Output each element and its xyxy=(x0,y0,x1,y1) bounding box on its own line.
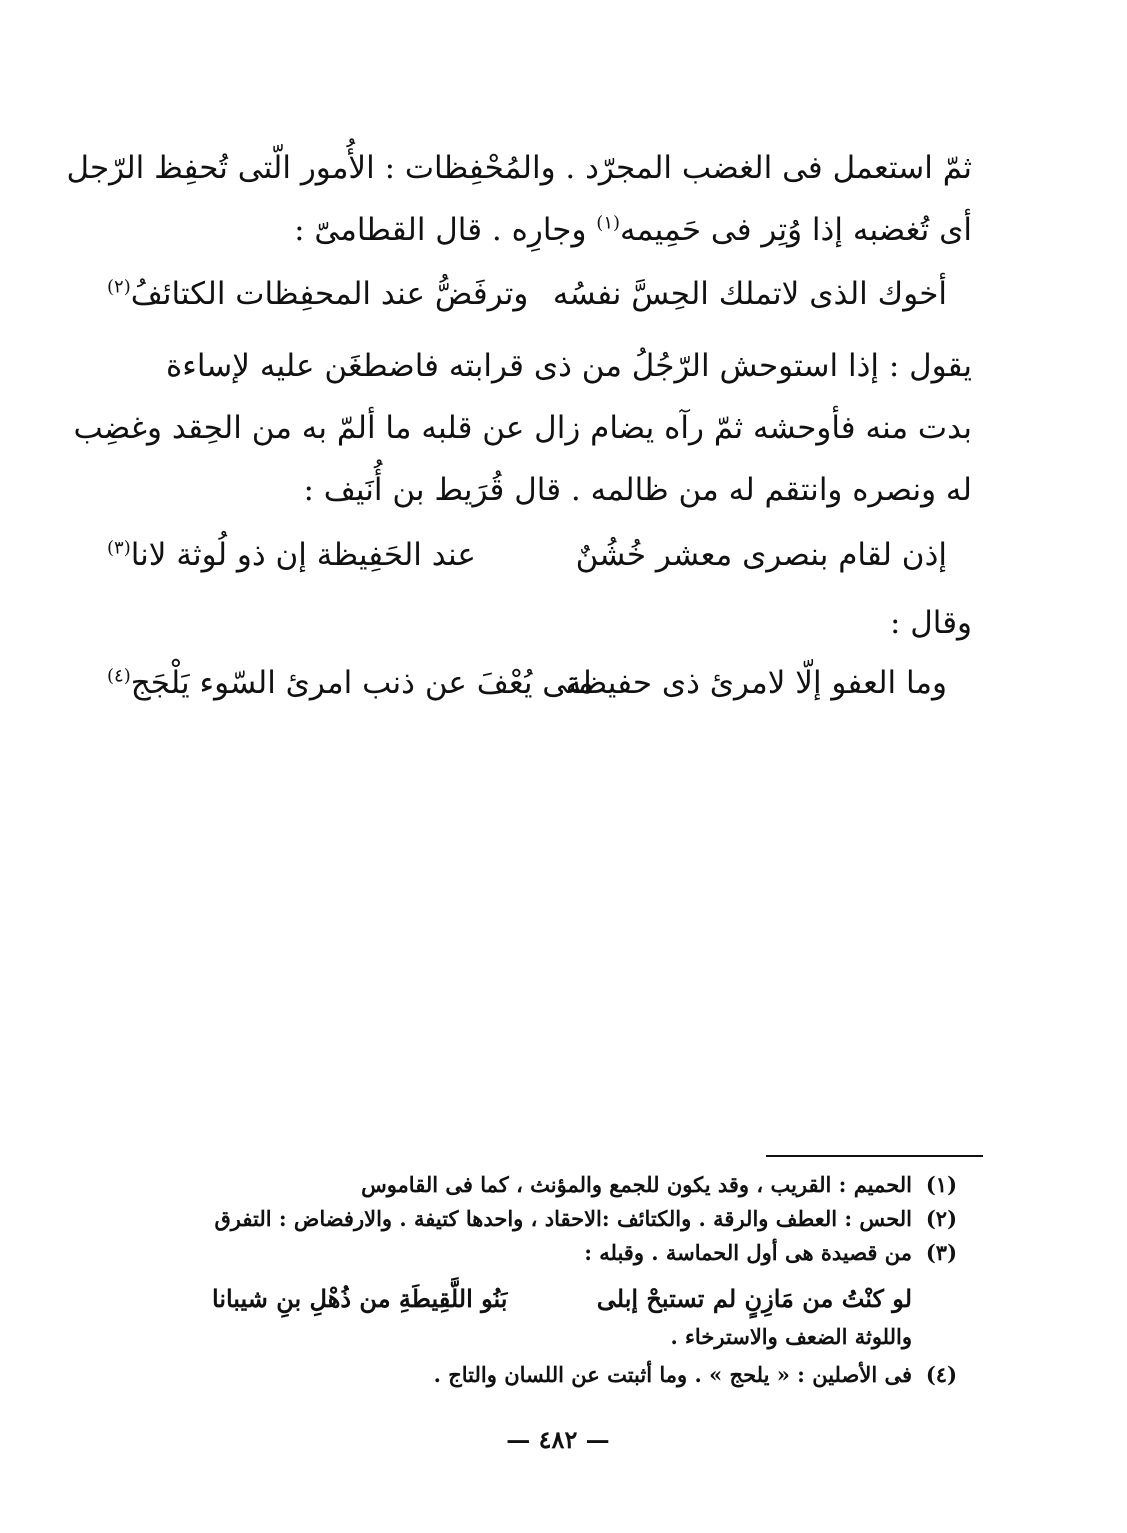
footnote-number: (٤) xyxy=(925,1362,957,1387)
footnote-separator xyxy=(766,1155,983,1157)
footnote-text: فى الأصلين : « يلحج » . وما أثبتت عن اللسان والتاج . xyxy=(433,1362,912,1387)
footnote-ref-2: (٢) xyxy=(107,276,131,298)
paragraph-2-line-3: له ونصره وانتقم له من ظالمه . قال قُرَيط بن أُنَيف : xyxy=(303,472,972,508)
verse-1-first-hemistich: أخوك الذى لاتملك الحِسَّ نفسُه xyxy=(552,276,947,312)
paragraph-2-line-1: يقول : إذا استوحش الرّجُلُ من ذى قرابته فاضطغَن عليه لإساءة xyxy=(166,348,972,384)
footnote-number: (٢) xyxy=(925,1206,957,1231)
footnote-number: (١) xyxy=(925,1172,957,1197)
paragraph-1-line-2 xyxy=(112,210,972,250)
paragraph-2-line-2: بدت منه فأوحشه ثمّ رآه يضام زال عن قلبه ما ألمّ به من الحِقد وغضِب xyxy=(73,410,972,446)
verse-2-first-hemistich: إذن لقام بنصرى معشر خُشُنٌ xyxy=(575,537,947,573)
verse-1 xyxy=(107,276,977,320)
verse-text: وترفَضُّ عند المحفِظات الكتائفُ xyxy=(130,276,529,312)
paragraph-3: وقال : xyxy=(889,605,972,641)
text-segment: وجارِه . قال القطامىّ : xyxy=(294,212,597,248)
footnote-3 xyxy=(117,1240,957,1270)
footnote-2 xyxy=(117,1206,957,1236)
verse-3 xyxy=(107,665,977,709)
footnote-text: الحس : العطف والرقة . والكتائف :الاحقاد ، واحدها كتيفة . والارفضاض : التفرق xyxy=(214,1206,912,1231)
verse-text: متى يُعْفَ عن ذنب امرئ السّوء يَلْجَج xyxy=(130,665,595,701)
verse-2-second-hemistich xyxy=(107,537,476,573)
text-segment: أى تُغضبه إذا وُتِر فى حَمِيمه xyxy=(620,212,972,248)
footnote-1 xyxy=(117,1172,957,1202)
verse-1-second-hemistich xyxy=(107,276,528,312)
verse-text: عند الحَفِيظة إن ذو لُوثة لانا xyxy=(130,537,476,573)
verse-2 xyxy=(107,537,977,581)
footnote-4 xyxy=(117,1362,957,1392)
verse-3-second-hemistich xyxy=(107,665,594,701)
page-number: — ٤٨٢ — xyxy=(506,1425,610,1454)
footnote-number: (٣) xyxy=(925,1240,957,1265)
footnote-verse-first-hemistich: لو كنْتُ من مَازِنٍ لم تستبحْ إبلى xyxy=(596,1284,912,1313)
footnote-text: من قصيدة هى أول الحماسة . وقبله : xyxy=(584,1240,912,1265)
verse-3-first-hemistich: وما العفو إلّا لامرئ ذى حفيظة xyxy=(565,665,947,701)
footnote-ref-4: (٤) xyxy=(107,665,131,687)
footnote-text: الحميم : القريب ، وقد يكون للجمع والمؤنث ، كما فى القاموس xyxy=(361,1172,912,1197)
footnote-ref-1: (١) xyxy=(596,212,621,234)
paragraph-1-line-1: ثمّ استعمل فى الغضب المجرّد . والمُحْفِظات : الأُمور الّتى تُحفِظ الرّجل xyxy=(66,150,972,186)
footnote-verse xyxy=(212,1284,912,1322)
footnote-3-continuation: واللوثة الضعف والاسترخاء . xyxy=(670,1324,912,1349)
footnote-ref-3: (٣) xyxy=(107,537,131,559)
footnote-verse-second-hemistich: بَنُو اللَّقِيطَةِ من ذُهْلِ بنِ شيبانا xyxy=(212,1284,508,1313)
